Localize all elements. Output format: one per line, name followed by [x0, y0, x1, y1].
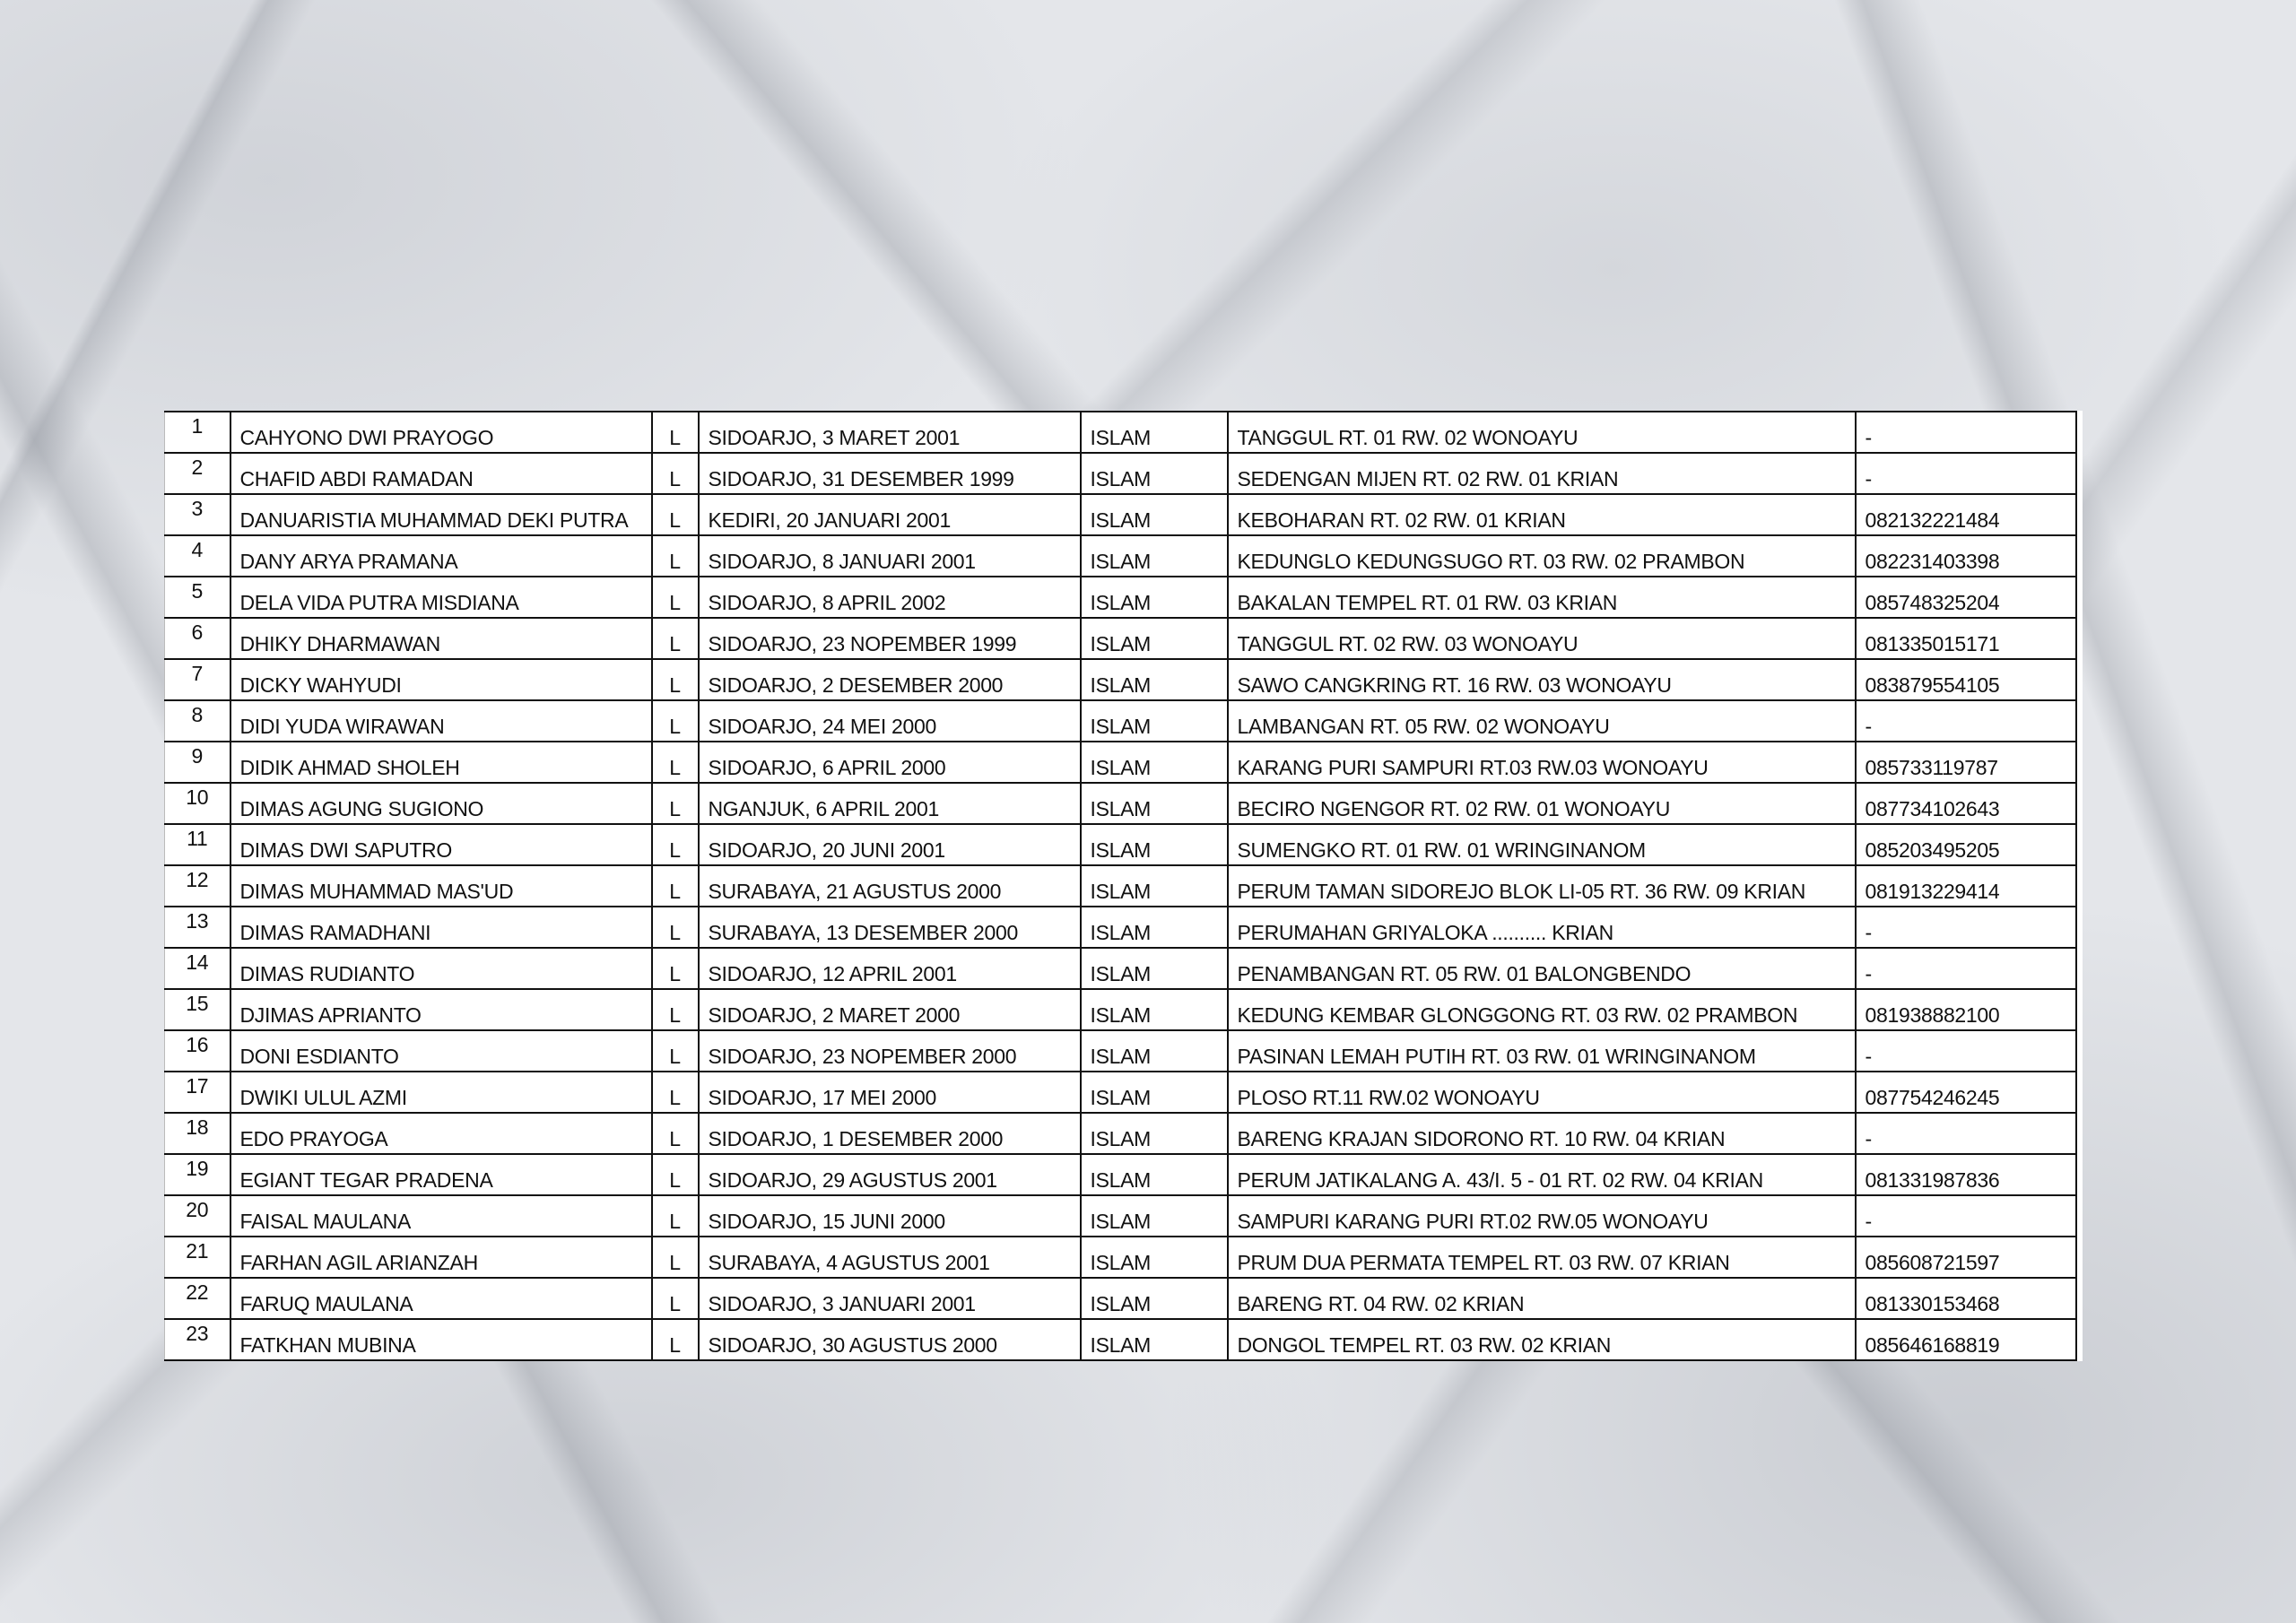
sex-cell: L: [652, 1154, 699, 1195]
table-row: [165, 1030, 2076, 1072]
sex-cell: L: [652, 1030, 699, 1072]
row-number-cell: 18: [165, 1113, 230, 1154]
sex-cell: L: [652, 453, 699, 494]
birth-place-date-cell: SIDOARJO, 17 MEI 2000: [699, 1072, 1081, 1113]
name-cell: DIDIK AHMAD SHOLEH: [230, 742, 652, 783]
table-row: [165, 453, 2076, 494]
birth-place-date-cell: SURABAYA, 4 AGUSTUS 2001: [699, 1237, 1081, 1278]
phone-cell: 085608721597: [1856, 1237, 2076, 1278]
address-cell: TANGGUL RT. 02 RW. 03 WONOAYU: [1228, 618, 1856, 659]
sex-cell: L: [652, 865, 699, 907]
row-number-cell: 22: [165, 1278, 230, 1319]
sex-cell: L: [652, 618, 699, 659]
address-cell: KEDUNGLO KEDUNGSUGO RT. 03 RW. 02 PRAMBON: [1228, 535, 1856, 577]
row-number-cell: 14: [165, 948, 230, 989]
address-cell: SUMENGKO RT. 01 RW. 01 WRINGINANOM: [1228, 824, 1856, 865]
name-cell: DIMAS RAMADHANI: [230, 907, 652, 948]
name-cell: EGIANT TEGAR PRADENA: [230, 1154, 652, 1195]
birth-place-date-cell: SURABAYA, 21 AGUSTUS 2000: [699, 865, 1081, 907]
row-number-cell: 8: [165, 700, 230, 742]
sex-cell: L: [652, 989, 699, 1030]
row-number-cell: 16: [165, 1030, 230, 1072]
address-cell: KEDUNG KEMBAR GLONGGONG RT. 03 RW. 02 PRAMBON: [1228, 989, 1856, 1030]
sex-cell: L: [652, 1195, 699, 1237]
religion-cell: ISLAM: [1081, 453, 1228, 494]
religion-cell: ISLAM: [1081, 1195, 1228, 1237]
address-cell: TANGGUL RT. 01 RW. 02 WONOAYU: [1228, 412, 1856, 453]
birth-place-date-cell: NGANJUK, 6 APRIL 2001: [699, 783, 1081, 824]
sex-cell: L: [652, 535, 699, 577]
address-cell: KEBOHARAN RT. 02 RW. 01 KRIAN: [1228, 494, 1856, 535]
table-row: [165, 948, 2076, 989]
phone-cell: 083879554105: [1856, 659, 2076, 700]
table-row: [165, 1195, 2076, 1237]
table-row: [165, 577, 2076, 618]
name-cell: DONI ESDIANTO: [230, 1030, 652, 1072]
phone-cell: 082132221484: [1856, 494, 2076, 535]
row-number-cell: 10: [165, 783, 230, 824]
name-cell: FARHAN AGIL ARIANZAH: [230, 1237, 652, 1278]
sex-cell: L: [652, 907, 699, 948]
table-row: [165, 618, 2076, 659]
row-number-cell: 5: [165, 577, 230, 618]
row-number-cell: 13: [165, 907, 230, 948]
row-number-cell: 12: [165, 865, 230, 907]
religion-cell: ISLAM: [1081, 700, 1228, 742]
religion-cell: ISLAM: [1081, 494, 1228, 535]
phone-cell: 082231403398: [1856, 535, 2076, 577]
sex-cell: L: [652, 494, 699, 535]
row-number-cell: 20: [165, 1195, 230, 1237]
table-row: [165, 989, 2076, 1030]
religion-cell: ISLAM: [1081, 659, 1228, 700]
religion-cell: ISLAM: [1081, 1113, 1228, 1154]
address-cell: PRUM DUA PERMATA TEMPEL RT. 03 RW. 07 KRIAN: [1228, 1237, 1856, 1278]
address-cell: PERUM TAMAN SIDOREJO BLOK LI-05 RT. 36 RW. 09 KRIAN: [1228, 865, 1856, 907]
phone-cell: 087754246245: [1856, 1072, 2076, 1113]
name-cell: DICKY WAHYUDI: [230, 659, 652, 700]
birth-place-date-cell: SIDOARJO, 20 JUNI 2001: [699, 824, 1081, 865]
religion-cell: ISLAM: [1081, 618, 1228, 659]
row-number-cell: 4: [165, 535, 230, 577]
name-cell: DIMAS RUDIANTO: [230, 948, 652, 989]
student-table: [164, 411, 2077, 1361]
phone-cell: 081938882100: [1856, 989, 2076, 1030]
table-row: [165, 742, 2076, 783]
religion-cell: ISLAM: [1081, 824, 1228, 865]
religion-cell: ISLAM: [1081, 948, 1228, 989]
name-cell: DIMAS AGUNG SUGIONO: [230, 783, 652, 824]
sex-cell: L: [652, 700, 699, 742]
sex-cell: L: [652, 948, 699, 989]
religion-cell: ISLAM: [1081, 1237, 1228, 1278]
row-number-cell: 15: [165, 989, 230, 1030]
religion-cell: ISLAM: [1081, 865, 1228, 907]
table-row: [165, 1154, 2076, 1195]
row-number-cell: 6: [165, 618, 230, 659]
name-cell: CAHYONO DWI PRAYOGO: [230, 412, 652, 453]
table-row: [165, 1319, 2076, 1360]
row-number-cell: 21: [165, 1237, 230, 1278]
address-cell: DONGOL TEMPEL RT. 03 RW. 02 KRIAN: [1228, 1319, 1856, 1360]
birth-place-date-cell: SIDOARJO, 31 DESEMBER 1999: [699, 453, 1081, 494]
table-row: [165, 700, 2076, 742]
phone-cell: -: [1856, 948, 2076, 989]
table-row: [165, 1113, 2076, 1154]
name-cell: DIMAS DWI SAPUTRO: [230, 824, 652, 865]
table-row: [165, 412, 2076, 453]
phone-cell: 085733119787: [1856, 742, 2076, 783]
religion-cell: ISLAM: [1081, 1154, 1228, 1195]
birth-place-date-cell: SIDOARJO, 29 AGUSTUS 2001: [699, 1154, 1081, 1195]
address-cell: BAKALAN TEMPEL RT. 01 RW. 03 KRIAN: [1228, 577, 1856, 618]
birth-place-date-cell: SIDOARJO, 3 MARET 2001: [699, 412, 1081, 453]
row-number-cell: 7: [165, 659, 230, 700]
phone-cell: 085203495205: [1856, 824, 2076, 865]
birth-place-date-cell: SIDOARJO, 3 JANUARI 2001: [699, 1278, 1081, 1319]
table-row: [165, 535, 2076, 577]
birth-place-date-cell: SIDOARJO, 23 NOPEMBER 2000: [699, 1030, 1081, 1072]
phone-cell: 087734102643: [1856, 783, 2076, 824]
sex-cell: L: [652, 412, 699, 453]
birth-place-date-cell: SIDOARJO, 23 NOPEMBER 1999: [699, 618, 1081, 659]
birth-place-date-cell: SIDOARJO, 6 APRIL 2000: [699, 742, 1081, 783]
birth-place-date-cell: SIDOARJO, 2 DESEMBER 2000: [699, 659, 1081, 700]
phone-cell: 081335015171: [1856, 618, 2076, 659]
birth-place-date-cell: SIDOARJO, 15 JUNI 2000: [699, 1195, 1081, 1237]
phone-cell: -: [1856, 700, 2076, 742]
phone-cell: -: [1856, 1030, 2076, 1072]
religion-cell: ISLAM: [1081, 989, 1228, 1030]
address-cell: SAMPURI KARANG PURI RT.02 RW.05 WONOAYU: [1228, 1195, 1856, 1237]
address-cell: SAWO CANGKRING RT. 16 RW. 03 WONOAYU: [1228, 659, 1856, 700]
religion-cell: ISLAM: [1081, 1030, 1228, 1072]
row-number-cell: 11: [165, 824, 230, 865]
phone-cell: -: [1856, 1195, 2076, 1237]
name-cell: FARUQ MAULANA: [230, 1278, 652, 1319]
sex-cell: L: [652, 1072, 699, 1113]
table-row: [165, 907, 2076, 948]
birth-place-date-cell: SIDOARJO, 2 MARET 2000: [699, 989, 1081, 1030]
sex-cell: L: [652, 824, 699, 865]
address-cell: PLOSO RT.11 RW.02 WONOAYU: [1228, 1072, 1856, 1113]
row-number-cell: 2: [165, 453, 230, 494]
birth-place-date-cell: SIDOARJO, 30 AGUSTUS 2000: [699, 1319, 1081, 1360]
sex-cell: L: [652, 1319, 699, 1360]
phone-cell: 081331987836: [1856, 1154, 2076, 1195]
table-row: [165, 659, 2076, 700]
table-row: [165, 783, 2076, 824]
sex-cell: L: [652, 659, 699, 700]
name-cell: DIMAS MUHAMMAD MAS'UD: [230, 865, 652, 907]
birth-place-date-cell: SIDOARJO, 12 APRIL 2001: [699, 948, 1081, 989]
religion-cell: ISLAM: [1081, 1278, 1228, 1319]
address-cell: SEDENGAN MIJEN RT. 02 RW. 01 KRIAN: [1228, 453, 1856, 494]
table-row: [165, 1278, 2076, 1319]
phone-cell: 085646168819: [1856, 1319, 2076, 1360]
sex-cell: L: [652, 1278, 699, 1319]
sex-cell: L: [652, 1113, 699, 1154]
birth-place-date-cell: SIDOARJO, 8 APRIL 2002: [699, 577, 1081, 618]
table-row: [165, 494, 2076, 535]
religion-cell: ISLAM: [1081, 1072, 1228, 1113]
sex-cell: L: [652, 742, 699, 783]
address-cell: PERUM JATIKALANG A. 43/I. 5 - 01 RT. 02 RW. 04 KRIAN: [1228, 1154, 1856, 1195]
phone-cell: 081330153468: [1856, 1278, 2076, 1319]
phone-cell: 085748325204: [1856, 577, 2076, 618]
address-cell: LAMBANGAN RT. 05 RW. 02 WONOAYU: [1228, 700, 1856, 742]
religion-cell: ISLAM: [1081, 1319, 1228, 1360]
table-body: [165, 412, 2076, 1360]
religion-cell: ISLAM: [1081, 907, 1228, 948]
phone-cell: -: [1856, 907, 2076, 948]
name-cell: CHAFID ABDI RAMADAN: [230, 453, 652, 494]
name-cell: DJIMAS APRIANTO: [230, 989, 652, 1030]
student-table-sheet: [164, 411, 2083, 1361]
phone-cell: -: [1856, 453, 2076, 494]
row-number-cell: 3: [165, 494, 230, 535]
religion-cell: ISLAM: [1081, 742, 1228, 783]
birth-place-date-cell: KEDIRI, 20 JANUARI 2001: [699, 494, 1081, 535]
address-cell: BECIRO NGENGOR RT. 02 RW. 01 WONOAYU: [1228, 783, 1856, 824]
address-cell: BARENG KRAJAN SIDORONO RT. 10 RW. 04 KRIAN: [1228, 1113, 1856, 1154]
row-number-cell: 23: [165, 1319, 230, 1360]
name-cell: DIDI YUDA WIRAWAN: [230, 700, 652, 742]
name-cell: FAISAL MAULANA: [230, 1195, 652, 1237]
name-cell: DELA VIDA PUTRA MISDIANA: [230, 577, 652, 618]
address-cell: PENAMBANGAN RT. 05 RW. 01 BALONGBENDO: [1228, 948, 1856, 989]
table-row: [165, 1237, 2076, 1278]
religion-cell: ISLAM: [1081, 577, 1228, 618]
birth-place-date-cell: SIDOARJO, 24 MEI 2000: [699, 700, 1081, 742]
name-cell: FATKHAN MUBINA: [230, 1319, 652, 1360]
religion-cell: ISLAM: [1081, 783, 1228, 824]
sex-cell: L: [652, 1237, 699, 1278]
row-number-cell: 19: [165, 1154, 230, 1195]
phone-cell: -: [1856, 1113, 2076, 1154]
sex-cell: L: [652, 783, 699, 824]
table-row: [165, 1072, 2076, 1113]
row-number-cell: 1: [165, 412, 230, 453]
religion-cell: ISLAM: [1081, 412, 1228, 453]
phone-cell: -: [1856, 412, 2076, 453]
religion-cell: ISLAM: [1081, 535, 1228, 577]
address-cell: KARANG PURI SAMPURI RT.03 RW.03 WONOAYU: [1228, 742, 1856, 783]
address-cell: PASINAN LEMAH PUTIH RT. 03 RW. 01 WRINGINANOM: [1228, 1030, 1856, 1072]
name-cell: DHIKY DHARMAWAN: [230, 618, 652, 659]
table-row: [165, 865, 2076, 907]
name-cell: DANY ARYA PRAMANA: [230, 535, 652, 577]
birth-place-date-cell: SIDOARJO, 8 JANUARI 2001: [699, 535, 1081, 577]
name-cell: DWIKI ULUL AZMI: [230, 1072, 652, 1113]
name-cell: DANUARISTIA MUHAMMAD DEKI PUTRA: [230, 494, 652, 535]
row-number-cell: 9: [165, 742, 230, 783]
sex-cell: L: [652, 577, 699, 618]
table-row: [165, 824, 2076, 865]
address-cell: PERUMAHAN GRIYALOKA .......... KRIAN: [1228, 907, 1856, 948]
phone-cell: 081913229414: [1856, 865, 2076, 907]
row-number-cell: 17: [165, 1072, 230, 1113]
birth-place-date-cell: SURABAYA, 13 DESEMBER 2000: [699, 907, 1081, 948]
address-cell: BARENG RT. 04 RW. 02 KRIAN: [1228, 1278, 1856, 1319]
birth-place-date-cell: SIDOARJO, 1 DESEMBER 2000: [699, 1113, 1081, 1154]
name-cell: EDO PRAYOGA: [230, 1113, 652, 1154]
